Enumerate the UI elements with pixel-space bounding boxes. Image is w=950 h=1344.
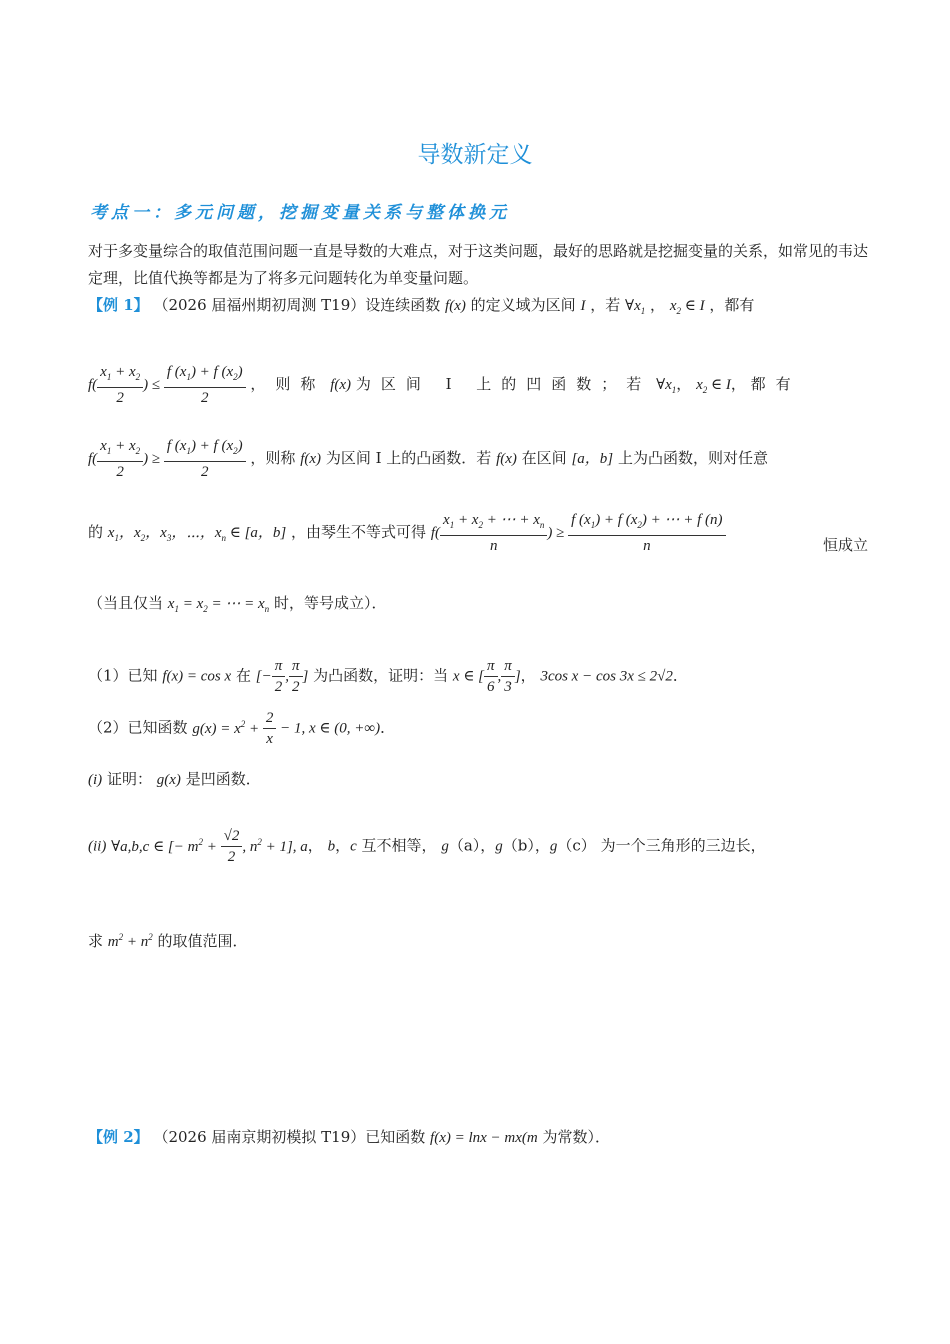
example1-line1: 【例 1】 （2026 届福州期初周测 T19）设连续函数 f(x) 的定义域为区间 I ，若 $\forall x_1$ ， $x_2$ ∈ I ，都有	[88, 296, 755, 316]
convex-definition: f( $\frac{x_1 + x_2}{2}$ ) ≥ $\frac{f (x_1) + f (x_2)}{2}$ ，则称 f(x) 为区间 I 上的凸函数．若 f(x) 在区间 [a，b] 上为凸函数，则对任意	[88, 438, 768, 480]
question-2: （2）已知函数 $g(x) = x^2$ + $\frac{2}{x}$ − 1, x ∈ (0, +∞)．	[88, 710, 396, 747]
example2-line: 【例 2】 （2026 届南京期初模拟 T19）已知函数 f(x) = lnx − mx(m 为常数）．	[88, 1128, 611, 1146]
question-2-ii-range: 求 $m^2 + n^2$ 的取值范围．	[88, 932, 248, 950]
intro-paragraph: 对于多变量综合的取值范围问题一直是导数的大难点，对于这类问题，最好的思路就是挖掘变量的关系，如常见的韦达定理，比值代换等都是为了将多元问题转化为单变量问题。	[88, 242, 869, 287]
concave-definition: f( $\frac{x_1 + x_2}{2}$ ) ≤ $\frac{f (x_1) + f (x_2)}{2}$ ，则称 f(x) 为区间 I 上的凹函数；若 $\forall x_1$， $x_2$ ∈ I， 都有	[88, 364, 801, 406]
section-heading: 考点一：多元问题，挖掘变量关系与整体换元	[90, 203, 510, 223]
question-1: （1）已知 f(x) = cos x 在 [− $\frac{\pi}{2}$ , $\frac{\pi}{2}$ ] 为凸函数，证明：当 x ∈ [ $\frac{\pi}{6}$ , $\frac{\pi}{3}$ ]， 3cos x − cos 3x ≤ 2√2．	[88, 658, 688, 695]
example1-tag: 【例 1】	[88, 296, 149, 314]
equality-condition: （当且仅当 $x_1 = x_2$ = ⋯ = $x_n$ 时，等号成立）．	[88, 594, 387, 614]
jensen-line: 的 $x_1$，$x_2$，$x_3$，⋯，$x_n$ ∈ [a，b] ，由琴生不等式可得 f( $\frac{x_1 + x_2 + \cdots + x_n}{n}$ ) ≥ $\frac{f (x_1) + f (x_2) + \cdots + f (n)}{n}$ 恒成立	[88, 512, 868, 554]
question-2-i: (i) 证明： g(x) 是凹函数．	[88, 770, 261, 788]
question-2-ii: (ii) ∀a,b,c ∈ [− $m^2$ + $\frac{√2}{2}$ , $n^2 + 1$], a， b，c 互不相等， g（a），g（b），g（c） 为一个三角形的三边长，	[88, 828, 766, 865]
example2-tag: 【例 2】	[88, 1128, 149, 1146]
page-title: 导数新定义	[417, 142, 533, 168]
